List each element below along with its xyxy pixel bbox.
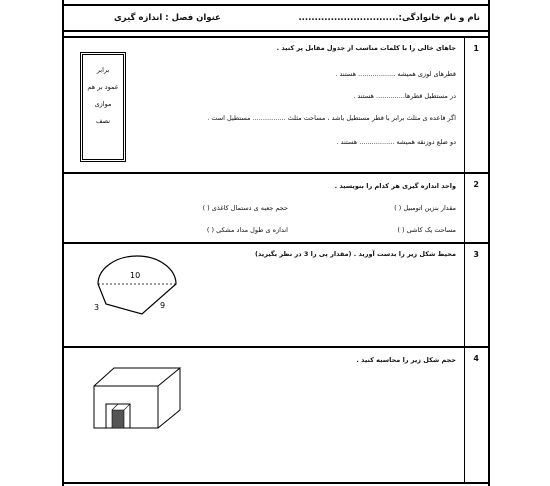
semicircle-triangle-figure: [86, 250, 186, 318]
question-number: 3: [473, 250, 479, 259]
chapter-title: عنوان فصل : اندازه گیری: [114, 13, 221, 23]
figure-label-diameter: 10: [130, 271, 141, 280]
unit-item-4: اندازه ی طول مداد مشکی ( ): [206, 226, 288, 234]
question-number-column: [464, 38, 488, 172]
student-name-field: نام و نام خانوادگی:...............................: [298, 13, 480, 23]
question-instruction: جاهای خالی را با کلمات مناسب از جدول مقابل پر کنید .: [276, 44, 456, 52]
worksheet: [62, 0, 490, 486]
fill-line-1: قطرهای لوزی همیشه .................. هستند .: [335, 70, 456, 78]
question-4: [64, 348, 488, 484]
question-1: [64, 36, 488, 174]
unit-item-2: حجم جعبه ی دستمال کاغذی ( ): [202, 204, 288, 212]
unit-item-1: مقدار بنزین اتومبیل ( ): [394, 204, 456, 212]
question-number: 2: [473, 180, 479, 189]
prism-figure: [88, 360, 188, 434]
header-bar: [64, 4, 488, 32]
word-bank-item: عمود بر هم: [87, 83, 119, 91]
word-bank-item: نصف: [95, 117, 111, 125]
question-number-column: [464, 244, 488, 346]
figure-label-side-b: 9: [160, 301, 166, 310]
question-number: 1: [473, 44, 479, 53]
fill-line-3: اگر قاعده ی مثلث برابر با قطر مستطیل باشد ، مساحت مثلث ................ مستطیل است .: [207, 114, 456, 122]
word-bank-item: برابر: [96, 66, 110, 74]
unit-item-3: مساحت یک کاشی ( ): [397, 226, 456, 234]
question-number-column: [464, 174, 488, 242]
question-3: [64, 244, 488, 348]
question-number: 4: [473, 354, 479, 363]
word-bank-item: موازی: [94, 100, 112, 108]
question-instruction: واحد اندازه گیری هر کدام را بنویسید .: [334, 182, 456, 190]
fill-line-2: در مستطیل قطرها.............. هستند .: [353, 92, 456, 100]
question-instruction: حجم شکل زیر را محاسبه کنید .: [356, 356, 456, 364]
word-bank: [80, 52, 126, 162]
figure-label-side-a: 3: [94, 303, 100, 312]
question-number-column: [464, 348, 488, 482]
question-instruction: محیط شکل زیر را بدست آورید . (مقدار پی را 3 در نظر بگیرید): [255, 250, 456, 258]
question-2: [64, 174, 488, 244]
fill-line-4: دو ضلع دوزنقه همیشه ................. هستند .: [336, 138, 456, 146]
